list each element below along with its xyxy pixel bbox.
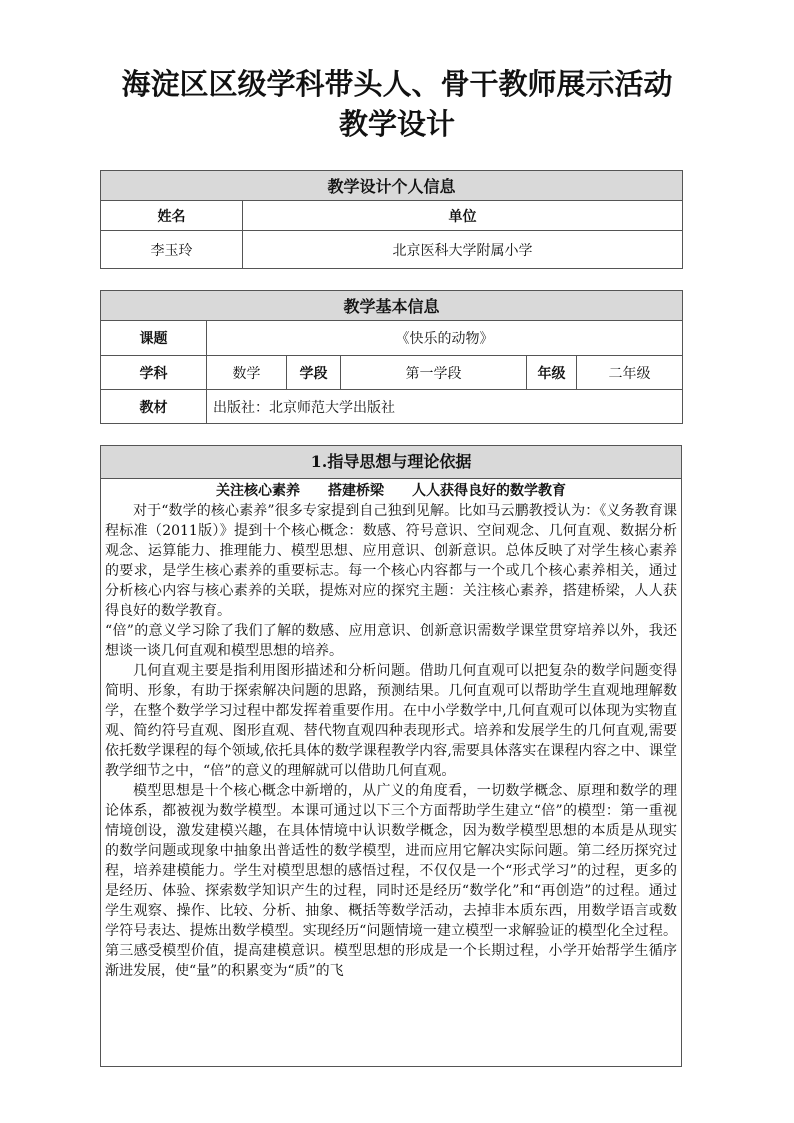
unit-label: 单位 <box>243 201 683 231</box>
personal-info-header: 教学设计个人信息 <box>101 171 683 201</box>
personal-info-table <box>100 170 683 269</box>
section-subtitle: 关注核心素养 搭建桥梁 人人获得良好的数学教育 <box>216 483 566 499</box>
subject-value: 数学 <box>207 356 287 390</box>
page-title-line2: 教学设计 <box>338 107 455 141</box>
name-label: 姓名 <box>101 201 243 231</box>
basic-info-header: 教学基本信息 <box>101 291 683 321</box>
stage-label: 学段 <box>287 356 341 390</box>
grade-label: 年级 <box>527 356 577 390</box>
teacher-unit: 北京医科大学附属小学 <box>243 231 683 269</box>
teacher-name: 李玉玲 <box>101 231 243 269</box>
topic-value: 《快乐的动物》 <box>207 321 683 356</box>
paragraph: 对于“数学的核心素养”很多专家提到自己独到见解。比如马云鹏教授认为：《义务教育课程标准（2011版）》提到十个核心概念：数感、符号意识、空间观念、几何直观、数据分析观念、运算能力、推理能力、模型思想、应用意识、创新意识。总体反映了对学生核心素养的要求，是学生核心素养的重要标志。每一个核心内容都与一个或几个核心素养相关，通过分析核心内容与核心素养的关联，提炼对应的探究主题：关注核心素养，搭建桥梁，人人获得良好的数学教育。 <box>105 503 677 619</box>
textbook-value: 出版社：北京师范大学出版社 <box>207 390 683 424</box>
topic-label: 课题 <box>101 321 207 356</box>
paragraph: “倍”的意义学习除了我们了解的数感、应用意识、创新意识需数学课堂贯穿培养以外，我还想谈一谈几何直观和模型思想的培养。 <box>105 623 677 659</box>
paragraph: 几何直观主要是指利用图形描述和分析问题。借助几何直观可以把复杂的数学问题变得简明、形象，有助于探索解决问题的思路，预测结果。几何直观可以帮助学生直观地理解数学，在整个数学学习过程中都发挥着重要作用。在中小学数学中,几何直观可以体现为实物直观、简约符号直观、图形直观、替代物直观四种表现形式。培养和发展学生的几何直观,需要依托数学课程的每个领域,依托具体的数学课程教学内容,需要具体落实在课程内容之中、课堂教学细节之中，“倍”的意义的理解就可以借助几何直观。 <box>105 663 677 779</box>
guiding-ideas-section <box>100 445 682 1067</box>
paragraph: 模型思想是十个核心概念中新增的，从广义的角度看，一切数学概念、原理和数学的理论体系，都被视为数学模型。本课可通过以下三个方面帮助学生建立“倍”的模型：第一重视情境创设，激发建模兴趣，在具体情境中认识数学概念，因为数学模型思想的本质是从现实的数学问题或现象中抽象出普适性的数学模型，进而应用它解决实际问题。第二经历探究过程，培养建模能力。学生对模型思想的感悟过程，不仅仅是一个“形式学习”的过程，更多的是经历、体验、探索数学知识产生的过程，同时还是经历“数学化”和“再创造”的过程。通过学生观察、操作、比较、分析、抽象、概括等数学活动，去掉非本质东西，用数学语言或数学符号表达、提炼出数学模型。实现经历“问题情境一建立模型一求解验证的模型化全过程。第三感受模型价值，提高建模意识。模型思想的形成是一个长期过程，小学开始帮学生循序渐进发展，使“量”的积累变为“质”的飞 <box>105 783 677 979</box>
subject-label: 学科 <box>101 356 207 390</box>
page-title-line1: 海淀区区级学科带头人、骨干教师展示活动 <box>121 67 673 101</box>
basic-info-table <box>100 290 683 424</box>
section-header: 1.指导思想与理论依据 <box>101 446 681 479</box>
grade-value: 二年级 <box>577 356 683 390</box>
stage-value: 第一学段 <box>341 356 527 390</box>
textbook-label: 教材 <box>101 390 207 424</box>
